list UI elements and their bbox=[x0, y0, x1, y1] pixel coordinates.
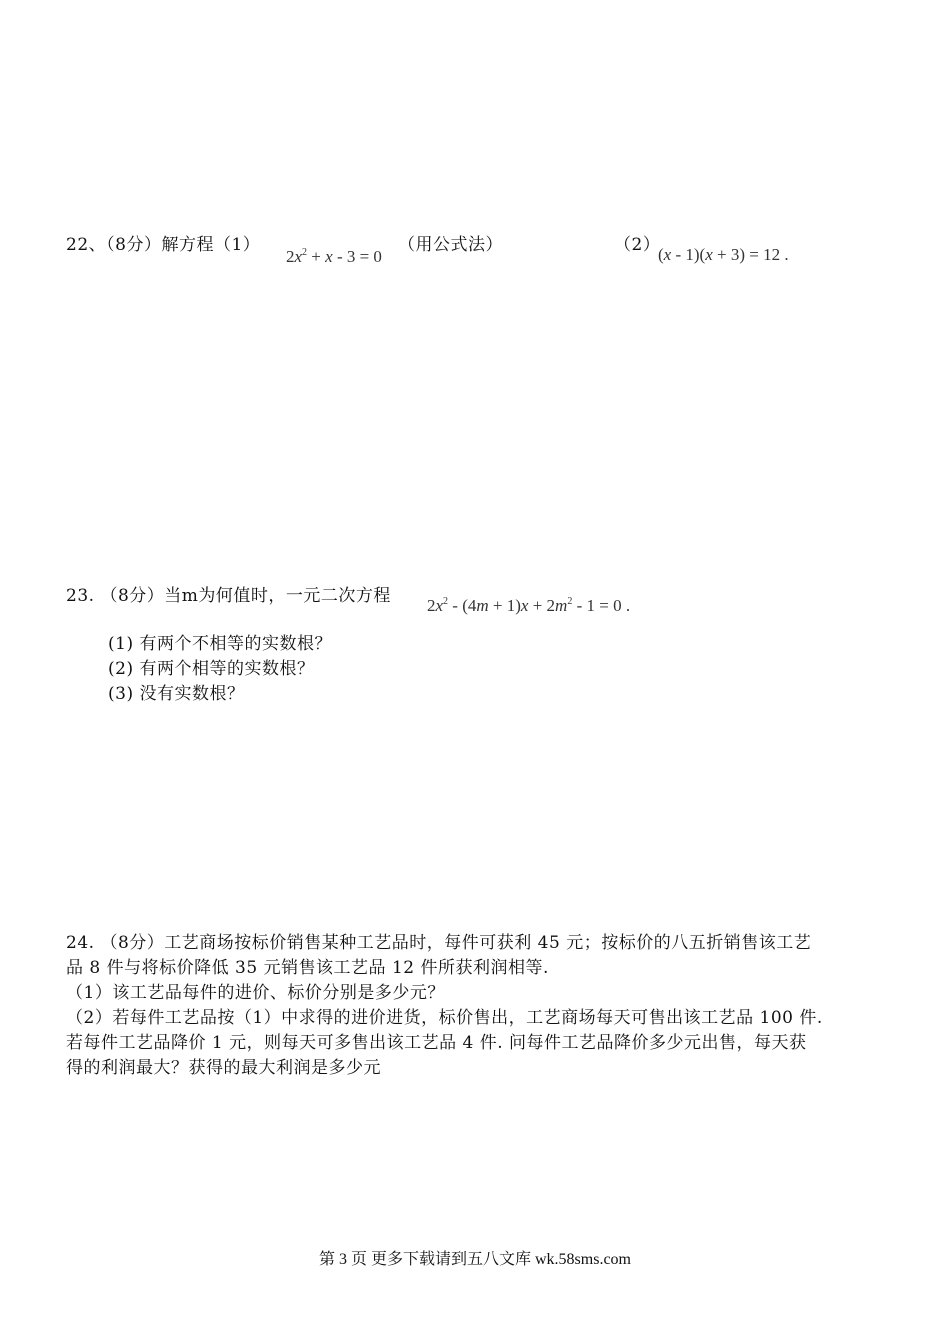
q23-item: (3) 没有实数根？ bbox=[108, 684, 245, 704]
q23-item: (2) 有两个相等的实数根？ bbox=[108, 659, 315, 679]
q22-equation-1: $2x^2 + x - 3 = 0$ bbox=[286, 247, 382, 266]
q24-line: 若每件工艺品降价 1 元，则每天可多售出该工艺品 4 件. 问每件工艺品降价多少元出售，每天获 bbox=[66, 1033, 807, 1053]
q22-part2-label: （2） bbox=[614, 235, 661, 255]
q22-prefix: 22、（8分）解方程（1） bbox=[66, 235, 261, 255]
q23-item: (1) 有两个不相等的实数根？ bbox=[108, 634, 332, 654]
page-footer: 第 3 页 更多下载请到五八文库 wk.58sms.com bbox=[318, 1251, 631, 1268]
q23-prefix: 23. （8分）当m为何值时，一元二次方程 bbox=[66, 586, 391, 606]
q22-equation-2: (x - 1)(x + 3) = 12 . bbox=[658, 245, 789, 264]
q24-line: 品 8 件与将标价降低 35 元销售该工艺品 12 件所获利润相等. bbox=[66, 958, 549, 978]
q24-line: 得的利润最大？获得的最大利润是多少元 bbox=[66, 1058, 381, 1078]
q24-line: （2）若每件工艺品按（1）中求得的进价进货，标价售出，工艺商场每天可售出该工艺品 100 件. bbox=[66, 1008, 823, 1028]
q22-method: （用公式法） bbox=[398, 235, 503, 255]
q24-line: （1）该工艺品每件的进价、标价分别是多少元？ bbox=[66, 983, 445, 1003]
q24-line: 24. （8分）工艺商场按标价销售某种工艺品时，每件可获利 45 元；按标价的八五折销售该工艺 bbox=[66, 933, 812, 953]
q23-equation: $2x^2 - (4m + 1)x + 2m^2 - 1 = 0$ . bbox=[427, 596, 631, 615]
